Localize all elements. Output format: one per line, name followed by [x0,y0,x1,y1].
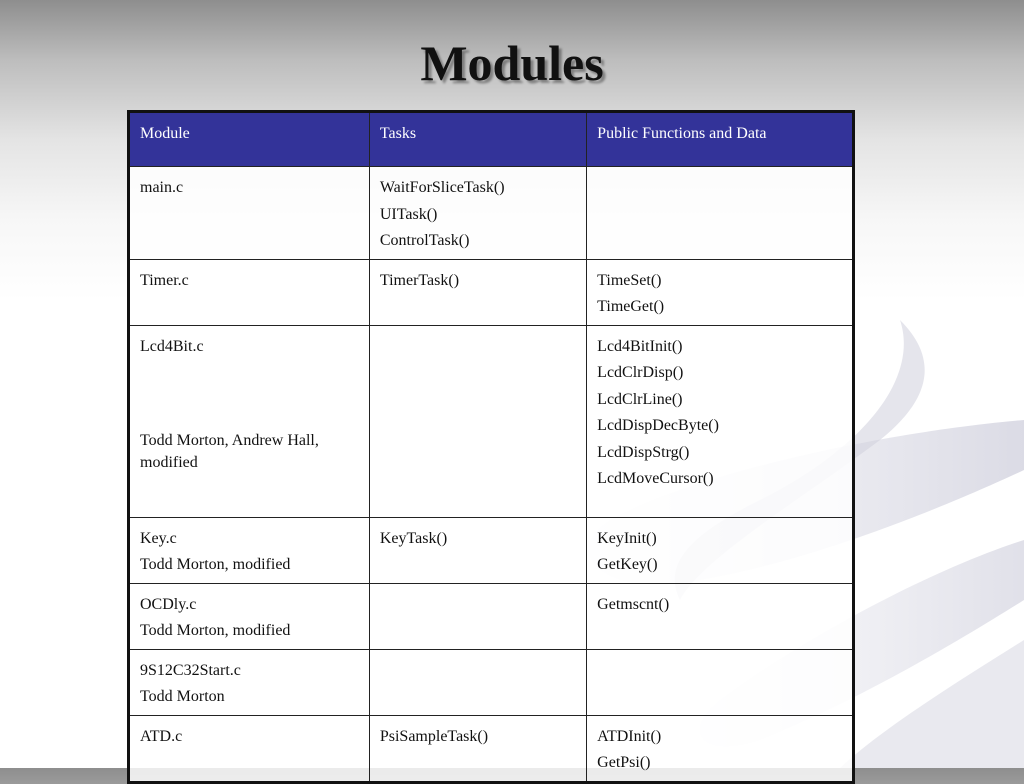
function-item: Getmscnt() [597,595,670,613]
function-item: TimeSet() [597,271,662,289]
function-item: KeyInit() [597,529,657,547]
module-name: ATD.c [140,727,183,745]
function-item: LcdDispDecByte() [597,417,719,434]
module-cell [129,167,370,260]
function-item: GetKey() [597,556,658,573]
module-cell [129,325,370,517]
tasks-cell [369,325,586,517]
table-header-row [129,112,854,167]
table-row [129,259,854,325]
tasks-cell [369,517,586,583]
module-cell [129,517,370,583]
slide-title: Modules [420,35,604,91]
table-row [129,167,854,260]
tasks-cell [369,649,586,715]
module-cell [129,259,370,325]
function-item: TimeGet() [597,298,665,315]
functions-cell [587,715,854,782]
tasks-cell [369,167,586,260]
module-cell [129,649,370,715]
tasks-cell [369,715,586,782]
modules-table [127,110,855,784]
function-item: LcdMoveCursor() [597,470,714,487]
table-row [129,583,854,649]
module-name: Timer.c [140,271,189,289]
function-item: Lcd4BitInit() [597,337,683,355]
module-author-note: Todd Morton, modified [140,556,291,573]
task-item: ControlTask() [379,232,470,249]
functions-cell [587,325,854,517]
module-name: Lcd4Bit.c [140,337,204,355]
functions-cell [587,583,854,649]
functions-cell [587,167,854,260]
header-public-functions: Public Functions and Data [587,112,854,167]
header-tasks: Tasks [369,112,586,167]
task-item: UITask() [379,205,438,223]
tasks-cell [369,259,586,325]
module-author-note: Todd Morton, modified [140,622,291,639]
module-cell [129,715,370,782]
table-row [129,649,854,715]
task-item: WaitForSliceTask() [379,179,505,196]
table-row [129,325,854,517]
tasks-cell [369,583,586,649]
table-row [129,517,854,583]
task-item: KeyTask() [379,529,448,547]
module-name: Key.c [140,529,177,547]
module-name: 9S12C32Start.c [140,661,241,679]
module-name: main.c [140,179,184,196]
module-author-note: Todd Morton [140,688,225,705]
function-item: GetPsi() [597,754,651,771]
function-item: ATDInit() [597,727,662,745]
module-author-note: Todd Morton, Andrew Hall, modified [140,432,319,471]
task-item: PsiSampleTask() [379,727,489,745]
functions-cell [587,649,854,715]
table-row [129,715,854,782]
task-item: TimerTask() [379,271,460,289]
function-item: LcdDispStrg() [597,443,690,461]
function-item: LcdClrDisp() [597,364,684,381]
module-name: OCDly.c [140,595,197,613]
function-item: LcdClrLine() [597,390,683,408]
header-module: Module [129,112,370,167]
functions-cell [587,517,854,583]
functions-cell [587,259,854,325]
module-cell [129,583,370,649]
